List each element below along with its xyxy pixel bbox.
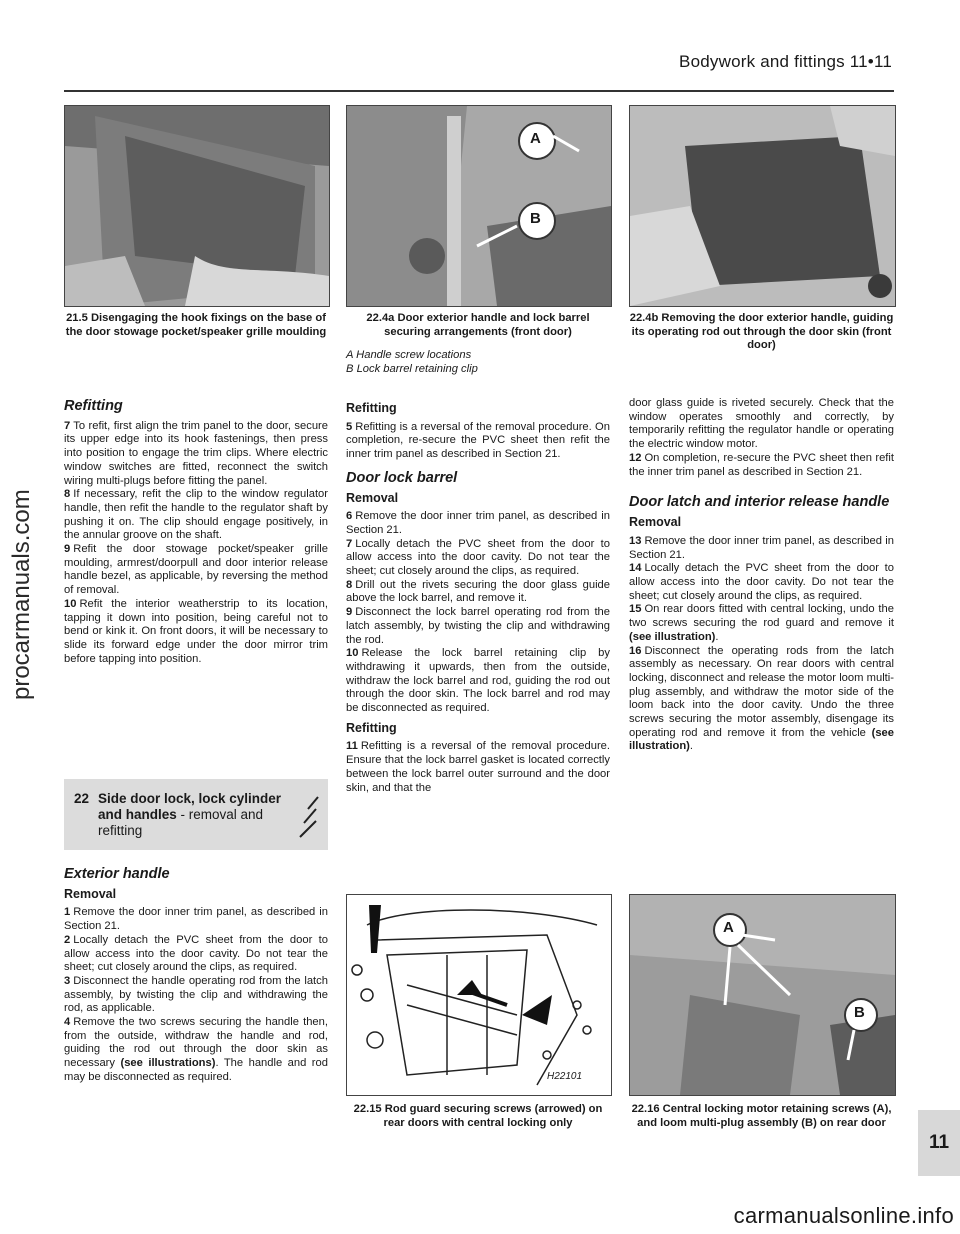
caption-note-b: B Lock barrel retaining clip [346, 363, 478, 375]
para-9: 9 Refit the door stowage pocket/speaker grille moulding, armrest/doorpull and door interior release handle bezel, as applicable, by reversing the method of removal. [64, 543, 328, 597]
column-1-lower [64, 864, 328, 1085]
caption-22-16: 22.16 Central locking motor retaining screws (A), and loom multi-plug assembly (B) on rear door [631, 1103, 892, 1129]
para-9b: 9 Disconnect the lock barrel operating rod from the latch assembly, by twisting the clip and withdrawing the rod. [346, 606, 610, 646]
heading-refitting-2: Refitting [346, 401, 397, 415]
column-3 [629, 397, 894, 754]
heading-door-lock-barrel: Door lock barrel [346, 469, 458, 486]
para-7b: 7 Locally detach the PVC sheet from the door to allow access into the door cavity. Do not tear the sheet; cut closely around the clips, as required. [346, 537, 610, 578]
drawing-22-15 [346, 894, 612, 1096]
heading-door-latch: Door latch and interior release handle [629, 494, 890, 511]
caption-22-4a: 22.4a Door exterior handle and lock barrel securing arrangements (front door) [366, 312, 590, 338]
drawing-code: H22101 [547, 1071, 583, 1082]
photo-22-4a [346, 105, 612, 307]
para-11: 11 Refitting is a reversal of the removal procedure. Ensure that the lock barrel gasket is located correctly between the lock barrel outer surround and the door skin, and that the [346, 740, 610, 794]
para-15: 15 On rear doors fitted with central locking, undo the two screws securing the rod guard and remove it (see illustration). [629, 603, 894, 643]
door-handle-lock-photo [347, 106, 611, 306]
header-rule [64, 90, 894, 92]
caption-note-a: A Handle screw locations [346, 349, 472, 361]
column-1 [64, 396, 328, 666]
para-8b: 8 Drill out the rivets securing the door glass guide above the lock barrel, and remove it. [346, 578, 610, 605]
page-header: Bodywork and fittings 11•11 [679, 52, 892, 71]
para-13: 13 Remove the door inner trim panel, as described in Section 21. [629, 534, 894, 561]
chapter-tab: 11 [918, 1110, 960, 1176]
para-10b: 10 Release the lock barrel retaining clip by withdrawing it upwards, then from the outside, withdraw the lock barrel and rod, guiding the rod out through the door skin. The lock barrel and rod may be disconnected as required. [346, 647, 610, 715]
para-3: 3 Disconnect the handle operating rod from the latch assembly, by twisting the clip and withdrawing the rod, as applicable. [64, 974, 328, 1015]
para-10: 10 Refit the interior weatherstrip to its location, tapping it down into position, being careful not to bend or kink it. On front doors, it will be necessary to slide its forward edge under the door mirror trim before tapping into position. [64, 597, 328, 665]
section-number: 22 [74, 791, 90, 806]
para-4: 4 Remove the two screws securing the handle then, from the outside, withdraw the handle and rod, guiding the rod out through the door skin as necessary (see illustrations). The handle and rod may be disconnected as required. [64, 1016, 328, 1083]
rod-guard-drawing [347, 895, 611, 1095]
label-a-2: A [723, 919, 734, 936]
para-8: 8 If necessary, refit the clip to the window regulator handle, then refit the handle to the regulator shaft by pushing it on. The clip should engage positively, in the annular groove on the shaft. [64, 488, 328, 542]
watermark-left: procarmanuals.com [8, 489, 35, 700]
caption-22-15: 22.15 Rod guard securing screws (arrowed) on rear doors with central locking only [353, 1103, 603, 1129]
para-6: 6 Remove the door inner trim panel, as described in Section 21. [346, 510, 610, 536]
para-7: 7 To refit, first align the trim panel to the door, secure its upper edge into its hook fastenings, then press into position to engage the trim clips. Where electric window switches are fitted, reconnect the switch wiring multi-plugs before fitting the panel. [64, 419, 328, 487]
caption-22-4b: 22.4b Removing the door exterior handle, guiding its operating rod out through the door skin (front door) [629, 312, 894, 351]
section-title: Side door lock, lock cylinder and handles - removal and refitting [98, 791, 282, 838]
label-b-2: B [854, 1004, 865, 1021]
heading-removal-3: Removal [629, 515, 682, 530]
watermark-bottom: carmanualsonline.info [733, 1203, 954, 1228]
photo-22-16 [629, 894, 896, 1096]
para-11-cont: door glass guide is riveted securely. Check that the window operates smoothly and correctly, by temporarily refitting the regulator handle or operating the electric window motor. [629, 397, 894, 451]
heading-removal-1: Removal [64, 886, 117, 901]
label-b: B [530, 210, 541, 227]
para-1: 1 Remove the door inner trim panel, as described in Section 21. [64, 906, 328, 933]
caption-21-5: 21.5 Disengaging the hook fixings on the base of the door stowage pocket/speaker grille moulding [65, 312, 327, 338]
photo-22-4b [629, 105, 896, 307]
para-16: 16 Disconnect the operating rods from the latch assembly as necessary. On rear doors with central locking, disconnect and release the motor loom multi-plug assembly, and withdraw the motor side of the loom back into the door cavity. Undo the three screws securing the motor assembly, disengage its operating rod and remove it from the vehicle (see illustration). [629, 644, 894, 753]
door-pocket-photo [65, 106, 329, 306]
heading-refitting: Refitting [64, 398, 123, 414]
para-12: 12 On completion, re-secure the PVC sheet then refit the inner trim panel as described in Section 21. [629, 451, 894, 478]
para-5: 5 Refitting is a reversal of the removal procedure. On completion, re-secure the PVC sheet then refit the inner trim panel as described in Section 21. [346, 420, 610, 461]
central-locking-motor-photo [630, 895, 895, 1095]
heading-refitting-3: Refitting [346, 720, 397, 735]
difficulty-spanners-icon [294, 787, 322, 843]
para-14: 14 Locally detach the PVC sheet from the door to allow access into the door cavity. Do not tear the sheet; cut closely around the clips, as required. [629, 562, 894, 602]
label-a: A [530, 130, 541, 147]
heading-removal-2: Removal [346, 490, 399, 505]
heading-exterior-handle: Exterior handle [64, 866, 170, 882]
para-2: 2 Locally detach the PVC sheet from the door to allow access into the door cavity. Do not tear the sheet; cut closely around the clips, as required. [64, 933, 328, 974]
section-22-box [64, 779, 328, 850]
photo-21-5 [64, 105, 330, 307]
exterior-handle-photo [630, 106, 895, 306]
column-2 [346, 396, 610, 795]
